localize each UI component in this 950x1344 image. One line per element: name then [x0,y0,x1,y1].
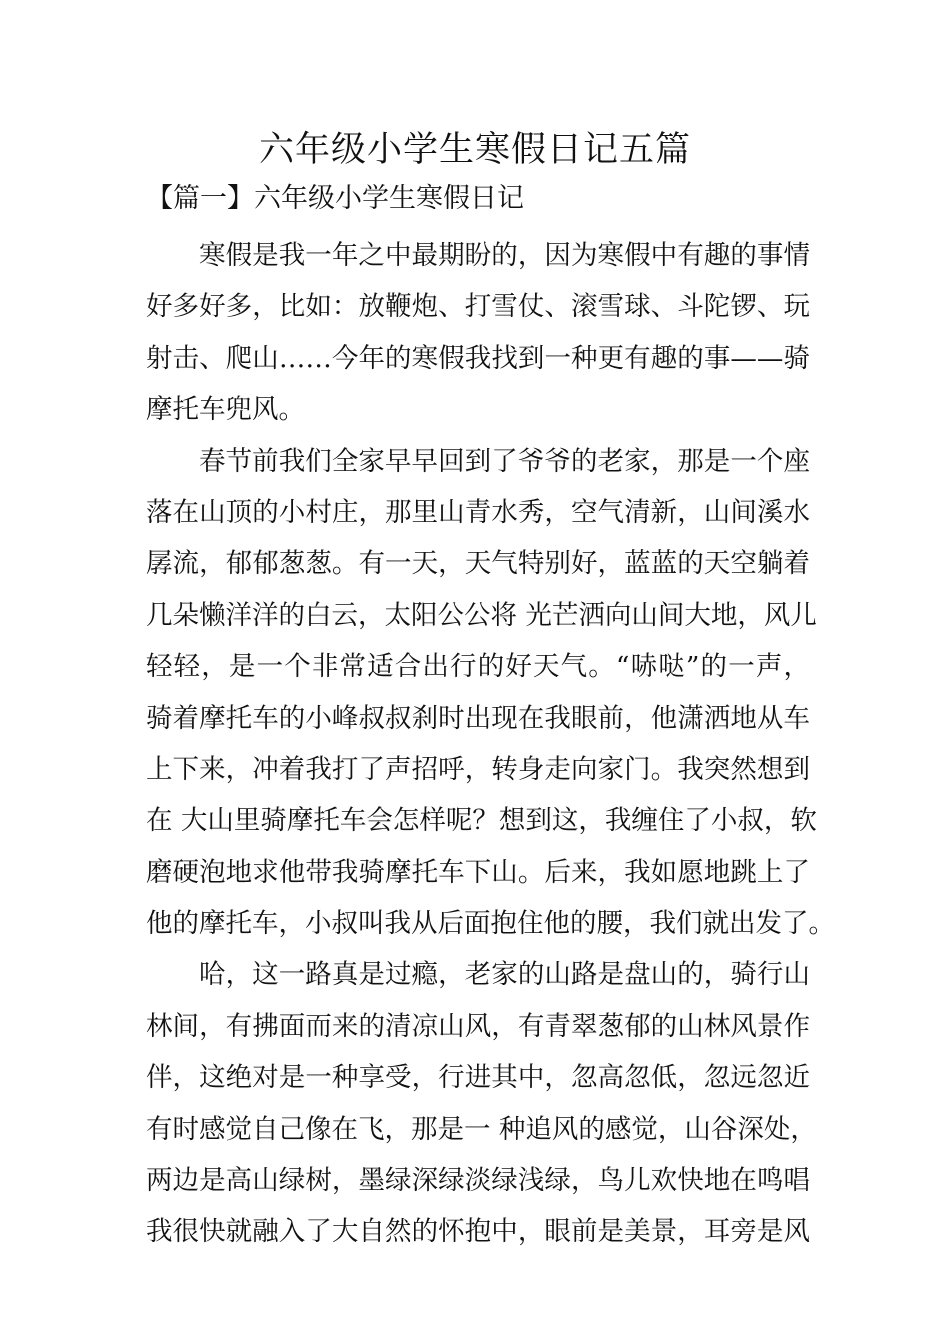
text-line: 寒假是我一年之中最期盼的，因为寒假中有趣的事情 [199,240,810,271]
text-line: 射击、爬山……今年的寒假我找到一种更有趣的事——骑 [146,342,810,374]
text-line: 孱流，郁郁葱葱。有一天，天气特别好，蓝蓝的天空躺着 [146,548,810,580]
text-line: 轻轻，是一个非常适合出行的好天气。“哧哒”的一声， [146,651,810,683]
text-line: 上下来，冲着我打了声招呼，转身走向家门。我突然想到 [146,753,810,785]
text-line: 他的摩托车，小叔叫我从后面抱住他的腰，我们就出发了。 [146,908,835,940]
text-line: 在 大山里骑摩托车会怎样呢？想到这，我缠住了小叔，软 [146,805,817,837]
text-line: 哈，这一路真是过瘾，老家的山路是盘山的，骑行山 [199,959,810,991]
text-line: 有时感觉自己像在飞，那是一 种追风的感觉，山谷深处， [146,1113,817,1145]
text-line: 几朵懒洋洋的白云，太阳公公将 光芒洒向山间大地，风儿 [146,599,817,631]
text-line: 我很快就融入了大自然的怀抱中，眼前是美景，耳旁是风 [146,1216,810,1248]
text-line: 两边是高山绿树，墨绿深绿淡绿浅绿，鸟儿欢快地在鸣唱 [146,1165,810,1197]
document-title: 六年级小学生寒假日记五篇 [258,130,691,170]
body-text [146,230,835,1258]
text-line: 春节前我们全家早早回到了爷爷的老家，那是一个座 [199,445,810,477]
text-line: 磨硬泡地求他带我骑摩托车下山。后来，我如愿地跳上了 [146,856,810,888]
text-line: 摩托车兜风。 [146,394,305,426]
text-line: 落在山顶的小村庄，那里山青水秀，空气清新，山间溪水 [146,496,810,528]
text-line: 林间，有拂面而来的清凉山风，有青翠葱郁的山林风景作 [146,1010,810,1042]
text-line: 骑着摩托车的小峰叔叔刹时出现在我眼前，他潇洒地从车 [146,702,810,734]
text-line: 伴，这绝对是一种享受，行进其中，忽高忽低，忽远忽近 [146,1062,810,1094]
section-heading: 【篇一】六年级小学生寒假日记 [146,183,524,214]
text-line: 好多好多，比如：放鞭炮、打雪仗、滚雪球、斗陀锣、玩 [146,291,810,323]
